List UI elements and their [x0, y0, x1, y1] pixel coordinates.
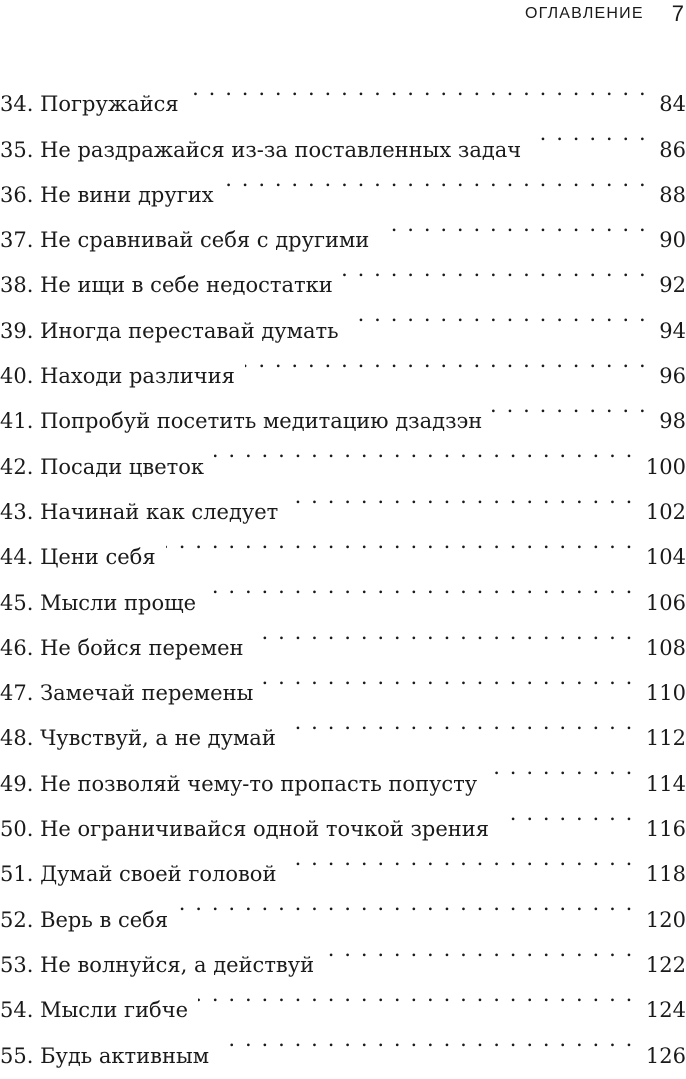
toc-entry-title: 42. Посади цветок	[0, 454, 205, 479]
toc-entry-page: 96	[659, 364, 686, 389]
toc-entry-page: 84	[659, 92, 686, 117]
toc-entry-title: 47. Замечай перемены	[0, 681, 254, 706]
dot-leader	[288, 474, 634, 519]
toc-entry-title: 35. Не раздражайся из-за поставленных задач	[0, 137, 522, 162]
toc-entry-title: 45. Мысли проще	[0, 590, 197, 615]
dot-leader	[263, 655, 634, 700]
toc-entry-page: 104	[645, 545, 686, 570]
dot-leader	[286, 700, 634, 745]
toc-entry-title: 43. Начинай как следует	[0, 499, 279, 524]
dot-leader	[349, 292, 648, 337]
toc-entry-title: 50. Не ограничивайся одной точкой зрения	[0, 817, 490, 842]
toc-entry-title: 53. Не волнуйся, а действуй	[0, 952, 315, 977]
running-header	[525, 0, 686, 28]
dot-leader	[198, 972, 634, 1017]
toc-entry-title: 52. Верь в себя	[0, 907, 169, 932]
toc-entry-title: 37. Не сравнивай себя с другими	[0, 228, 370, 253]
toc-entry-page: 118	[645, 862, 686, 887]
toc-entry-title: 34. Погружайся	[0, 92, 179, 117]
dot-leader	[492, 383, 647, 428]
toc-entry-title: 49. Не позволяй чему-то пропасть попусту	[0, 771, 478, 796]
dot-leader	[166, 519, 634, 564]
toc-entry[interactable]	[0, 66, 686, 117]
dot-leader	[487, 745, 634, 790]
dot-leader	[254, 610, 634, 655]
toc-entry-title: 54. Мысли гибче	[0, 998, 189, 1023]
toc-entry-page: 110	[645, 681, 686, 706]
dot-leader	[324, 927, 634, 972]
toc-entry-page: 124	[645, 998, 686, 1023]
toc-entry-page: 122	[645, 952, 686, 977]
running-header-title: ОГЛАВЛЕНИЕ	[524, 5, 644, 22]
toc-entry-title: 51. Думай своей головой	[0, 862, 277, 887]
dot-leader	[214, 428, 634, 473]
toc-entry-title: 40. Находи различия	[0, 364, 235, 389]
dot-leader	[379, 202, 647, 247]
toc-entry-page: 100	[645, 454, 686, 479]
toc-entry-page: 116	[645, 817, 686, 842]
dot-leader	[245, 338, 647, 383]
toc-entry-title: 44. Цени себя	[0, 545, 156, 570]
dot-leader	[224, 157, 648, 202]
toc-entry-title: 41. Попробуй посетить медитацию дзадзэн	[0, 409, 483, 434]
toc-entry-title: 48. Чувствуй, а не думай	[0, 726, 276, 751]
dot-leader	[219, 1017, 634, 1062]
toc-entry-page: 108	[645, 635, 686, 660]
toc-entry-page: 112	[645, 726, 686, 751]
toc-entry-title: 55. Будь активным	[0, 1043, 210, 1068]
table-of-contents	[0, 66, 686, 1068]
dot-leader	[286, 836, 633, 881]
toc-entry-page: 94	[659, 318, 686, 343]
page-number: 7	[671, 1, 684, 26]
dot-leader	[531, 111, 647, 156]
toc-entry-page: 90	[659, 228, 686, 253]
toc-entry-page: 106	[645, 590, 686, 615]
dot-leader	[189, 66, 648, 111]
toc-entry-title: 46. Не бойся перемен	[0, 635, 244, 660]
dot-leader	[343, 247, 648, 292]
toc-entry-page: 88	[659, 182, 686, 207]
toc-entry-title: 39. Иногда переставай думать	[0, 318, 339, 343]
toc-entry-title: 36. Не вини других	[0, 182, 214, 207]
toc-entry-page: 92	[659, 273, 686, 298]
toc-entry-page: 98	[659, 409, 686, 434]
toc-entry-page: 126	[645, 1043, 686, 1068]
toc-entry-page: 114	[645, 771, 686, 796]
dot-leader	[206, 564, 634, 609]
toc-entry-page: 102	[645, 499, 686, 524]
dot-leader	[178, 881, 634, 926]
toc-entry-page: 120	[645, 907, 686, 932]
toc-entry-title: 38. Не ищи в себе недостатки	[0, 273, 333, 298]
dot-leader	[499, 791, 634, 836]
toc-entry-page: 86	[659, 137, 686, 162]
